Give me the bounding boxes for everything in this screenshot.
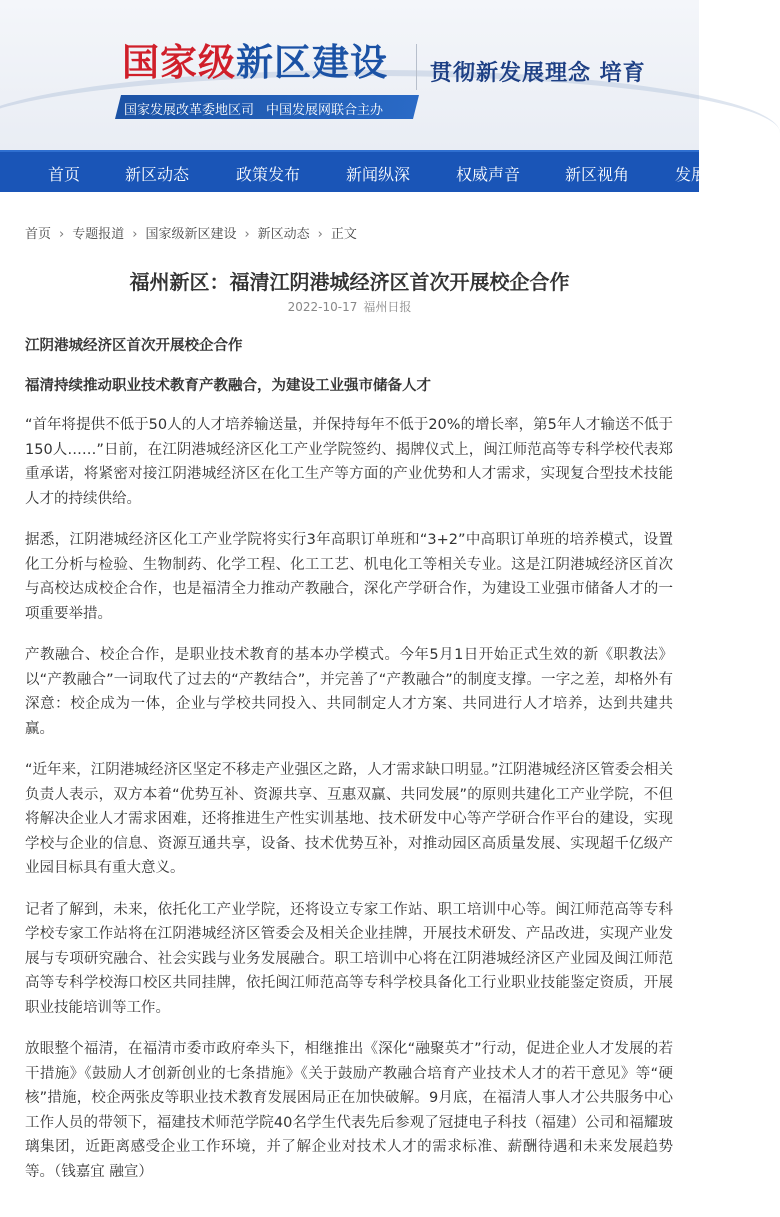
- article-paragraph: “首年将提供不低于50人的人才培养输送量，并保持每年不低于20%的增长率，第5年人才输送不低于150人……”日前，在江阴港城经济区化工产业学院签约、揭牌仪式上，闽江师范高等专科学校代表郑重承诺，将紧密对接江阴港城经济区在化工生产等方面的产业优势和人才需求，实现复合型技术技能人才的持续供给。: [25, 417, 673, 507]
- breadcrumb: [25, 223, 357, 242]
- breadcrumb-national-new-area[interactable]: 国家级新区建设: [145, 227, 237, 242]
- site-title-blue: 新区建设: [236, 41, 388, 84]
- nav-item-authority[interactable]: 权威声音: [456, 165, 521, 184]
- article-paragraph: 产教融合、校企合作，是职业技术教育的基本办学模式。今年5月1日开始正式生效的新《职教法》以“产教融合”一词取代了过去的“产教结合”，并完善了“产教融合”的制度支撑。一字之差，却格外有深意：校企成为一体，企业与学校共同投入、共同制定人才方案、共同进行人才培养，达到共建共赢。: [25, 647, 673, 737]
- site-logo-title[interactable]: [122, 41, 388, 84]
- article-paragraph: “近年来，江阴港城经济区坚定不移走产业强区之路，人才需求缺口明显。”江阴港城经济区管委会相关负责人表示，双方本着“优势互补、资源共享、互惠双赢、共同发展”的原则共建化工产业学院，不但将解决企业人才需求困难，还将推进生产性实训基地、技术研发中心等产学研合作平台的建设，实现学校与企业的信息、资源互通共享，设备、技术优势互补，对推动园区高质量发展、实现超千亿级产业园目标具有重大意义。: [25, 762, 673, 876]
- chevron-right-icon: ›: [317, 227, 323, 242]
- breadcrumb-home[interactable]: 首页: [25, 227, 52, 242]
- header-divider: [416, 44, 417, 90]
- nav-item-home[interactable]: 首页: [48, 165, 81, 184]
- chevron-right-icon: ›: [244, 227, 250, 242]
- article-paragraph: 放眼整个福清，在福清市委市政府牵头下，相继推出《深化“融聚英才”行动，促进企业人才发展的若干措施》《鼓励人才创新创业的七条措施》《关于鼓励产教融合培育产业技术人才的若干意见》等“硬核”措施，校企两张皮等职业技术教育发展困局正在加快破解。9月底，在福清人事人才公共服务中心工作人员的带领下，福建技术师范学院40名学生代表先后参观了冠捷电子科技（福建）公司和福耀玻璃集团，近距离感受企业工作环境，并了解企业对技术人才的需求标准、薪酬待遇和未来发展趋势等。（钱嘉宜 融宣）: [25, 1041, 673, 1180]
- article-date: 2022-10-17: [287, 300, 358, 314]
- article-meta: [0, 298, 699, 315]
- article-title: 福州新区：福清江阴港城经济区首次开展校企合作: [129, 270, 570, 294]
- article-subheading-2: 福清持续推动职业技术教育产教融合，为建设工业强市储备人才: [25, 377, 431, 394]
- nav-item-new-area-news[interactable]: 新区动态: [125, 165, 190, 184]
- chevron-right-icon: ›: [132, 227, 138, 242]
- header-subtitle: [124, 99, 395, 118]
- nav-item-news-depth[interactable]: 新闻纵深: [346, 165, 411, 184]
- header-slogan: 贯彻新发展理念 培育: [430, 60, 646, 86]
- nav-item-policy[interactable]: 政策发布: [236, 165, 301, 184]
- main-nav: [0, 150, 708, 192]
- article-source: 福州日报: [363, 300, 412, 314]
- breadcrumb-new-area-news[interactable]: 新区动态: [257, 227, 310, 242]
- nav-item-perspective[interactable]: 新区视角: [565, 165, 630, 184]
- breadcrumb-current: 正文: [330, 227, 357, 242]
- subtitle-cohost: 中国发展网联合主办: [266, 103, 384, 118]
- breadcrumb-special-report[interactable]: 专题报道: [72, 227, 125, 242]
- article-paragraph: 据悉，江阴港城经济区化工产业学院将实行3年高职订单班和“3+2”中高职订单班的培养模式，设置化工分析与检验、生物制药、化学工程、化工工艺、机电化工等相关专业。这是江阴港城经济区首次与高校达成校企合作，也是福清全力推动产教融合，深化产学研合作，为建设工业强市储备人才的一项重要举措。: [25, 532, 673, 622]
- chevron-right-icon: ›: [59, 227, 65, 242]
- article-paragraph: 记者了解到，未来，依托化工产业学院，还将设立专家工作站、职工培训中心等。闽江师范高等专科学校专家工作站将在江阴港城经济区管委会及相关企业挂牌，开展技术研发、产品改进，实现产业发展与专项研究融合、社会实践与业务发展融合。职工培训中心将在江阴港城经济区产业园及闽江师范高等专科学校海口校区共同挂牌，依托闽江师范高等专科学校具备化工行业职业技能鉴定资质，开展职业技能培训等工作。: [25, 901, 673, 1016]
- site-title-red: 国家级: [122, 41, 236, 84]
- article-subheading-1: 江阴港城经济区首次开展校企合作: [25, 338, 243, 354]
- subtitle-organizer: 国家发展改革委地区司: [124, 103, 255, 118]
- nav-item-development[interactable]: 发展: [675, 165, 708, 184]
- article-body: [25, 334, 673, 1201]
- header-banner: [0, 0, 699, 150]
